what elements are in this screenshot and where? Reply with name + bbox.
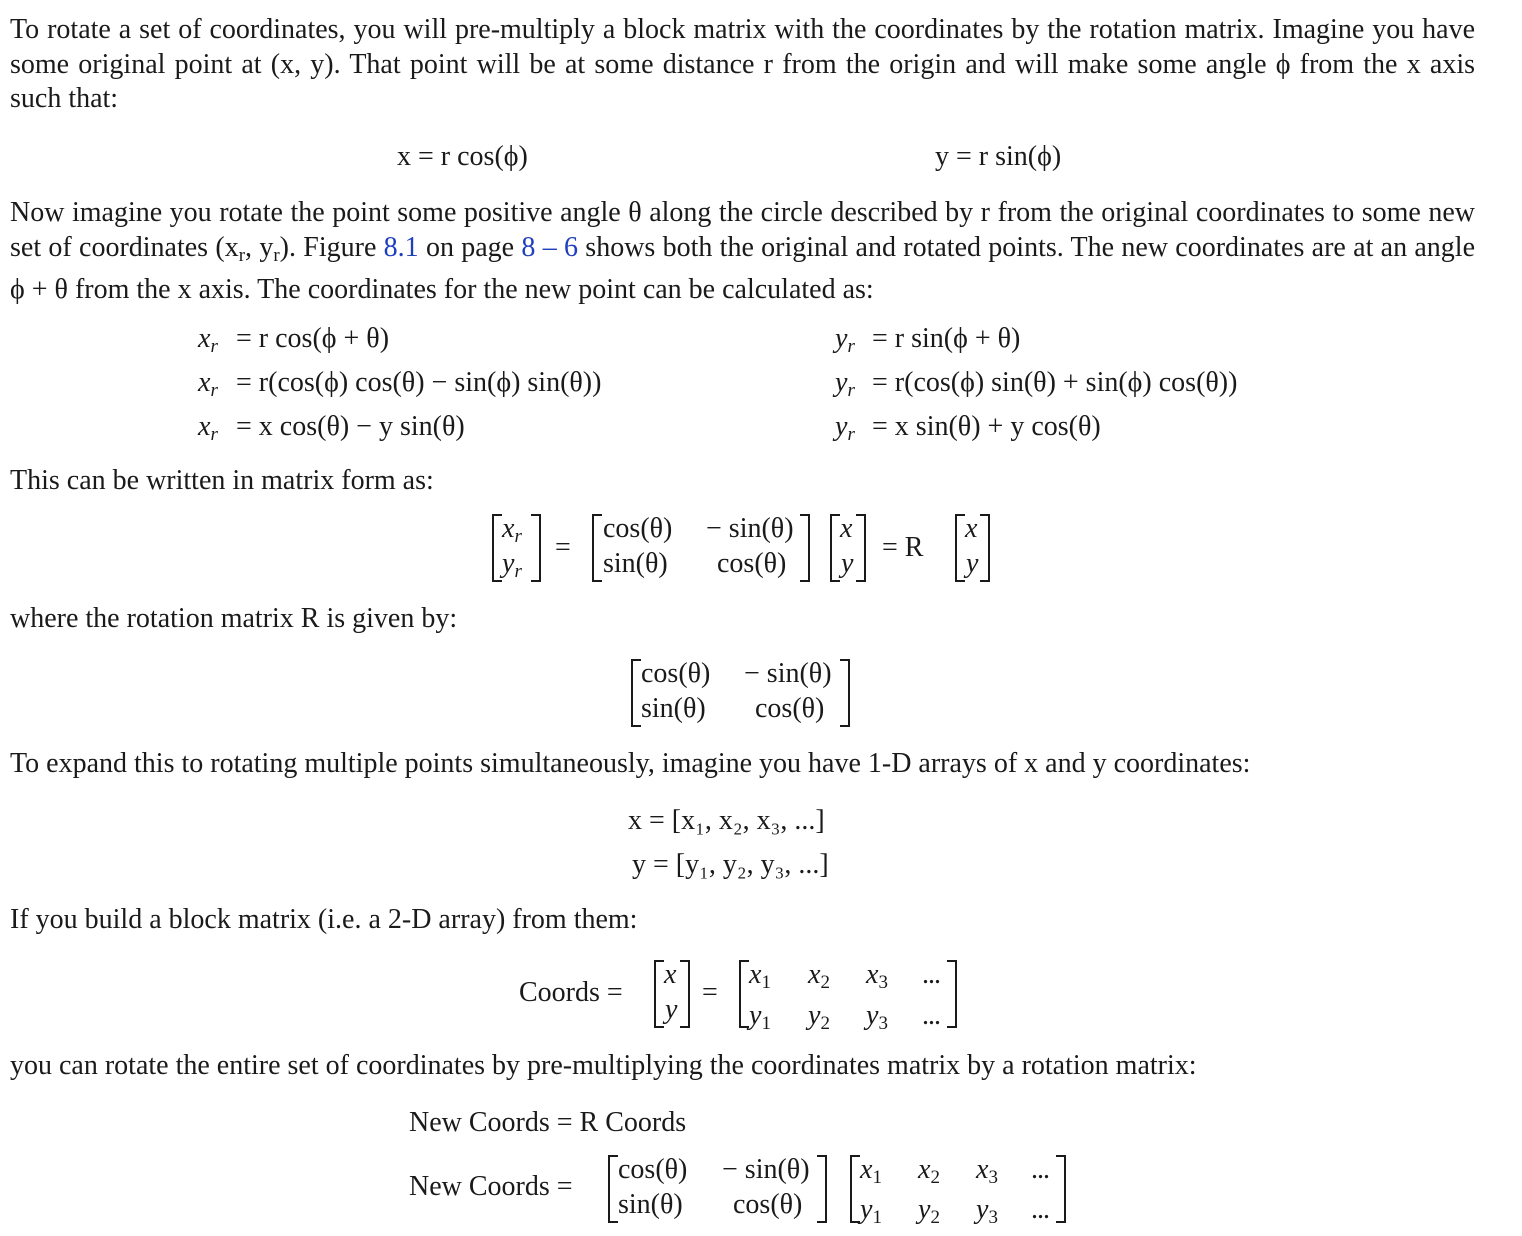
bracket	[592, 514, 602, 582]
vector-yr: $y_r$	[502, 548, 522, 582]
vector-xr: $x_r$	[502, 513, 522, 547]
matrix-dots: ...	[1031, 1154, 1049, 1185]
yr-label-2: $y_r$	[835, 367, 855, 401]
bracket	[856, 514, 866, 582]
bracket	[739, 960, 749, 1028]
matrix-cos-2: cos(θ)	[733, 1189, 803, 1220]
bracket	[492, 514, 502, 582]
equation-x-polar: x = r cos(ϕ)	[397, 141, 528, 172]
figure-link[interactable]: 8.1	[383, 231, 419, 263]
vector-x: x	[965, 513, 978, 544]
bracket	[1056, 1155, 1066, 1223]
bracket	[955, 514, 965, 582]
matrix-y1: $y_1$	[860, 1194, 882, 1228]
xr-label-3: $x_r$	[198, 411, 218, 445]
bracket	[680, 960, 690, 1028]
bracket	[850, 1155, 860, 1223]
vector-y: y	[665, 994, 678, 1025]
vector-x: x	[840, 513, 853, 544]
paragraph-matrix-form: This can be written in matrix form as:	[10, 465, 434, 496]
paragraph-rotate	[10, 196, 1475, 308]
bracket	[800, 514, 810, 582]
matrix-sin: sin(θ)	[603, 548, 668, 579]
paragraph-block-matrix: If you build a block matrix (i.e. a 2-D array) from them:	[10, 904, 638, 935]
matrix-dots: ...	[922, 1000, 940, 1031]
coords-label: Coords =	[519, 977, 623, 1008]
matrix-y2: $y_2$	[918, 1194, 940, 1228]
paragraph-intro: To rotate a set of coordinates, you will pre-multiply a block matrix with the coordinates by the rotation matrix. Imagine you have some original point at (x, y). That point will be at some distance r from the origin and will make some angle ϕ from the x axis such that:	[10, 14, 1475, 114]
bracket	[531, 514, 541, 582]
matrix-x3: $x_3$	[976, 1154, 998, 1188]
matrix-neg-sin: − sin(θ)	[722, 1154, 810, 1185]
bracket	[631, 659, 641, 727]
matrix-neg-sin: − sin(θ)	[744, 658, 832, 689]
bracket	[947, 960, 957, 1028]
equals-sign: =	[555, 532, 571, 563]
p2-text-3: ). Figure	[279, 231, 384, 263]
matrix-y3: $y_3$	[866, 1000, 888, 1034]
equation-x-array: x = [x₁, x₂, x₃, ...]	[628, 805, 825, 836]
equals-R: = R	[882, 532, 924, 563]
paragraph-rotation-matrix: where the rotation matrix R is given by:	[10, 603, 458, 634]
bracket	[817, 1155, 827, 1223]
xr-label-1: $x_r$	[198, 323, 218, 357]
matrix-x3: $x_3$	[866, 959, 888, 993]
matrix-sin: sin(θ)	[618, 1189, 683, 1220]
vector-x: x	[664, 959, 677, 990]
matrix-cos: cos(θ)	[641, 658, 711, 689]
equation-xr-2: = r(cos(ϕ) cos(θ) − sin(ϕ) sin(θ))	[236, 367, 602, 398]
p2-sub-r2: r	[273, 244, 280, 266]
p2-text-5: shows both the original and rotated points. The new coordinates are at an angle ϕ + θ from the x axis. The coordinates for the new point can be calculated as:	[10, 231, 1475, 305]
bracket	[830, 514, 840, 582]
bracket	[654, 960, 664, 1028]
matrix-dots: ...	[922, 959, 940, 990]
matrix-cos-2: cos(θ)	[717, 548, 787, 579]
matrix-dots: ...	[1031, 1194, 1049, 1225]
equals-sign: =	[702, 977, 718, 1008]
matrix-neg-sin: − sin(θ)	[706, 513, 794, 544]
matrix-cos: cos(θ)	[618, 1154, 688, 1185]
p2-text-4: on page	[418, 231, 522, 263]
page-link[interactable]: 8 – 6	[521, 231, 578, 263]
matrix-x1: $x_1$	[749, 959, 771, 993]
equation-new-coords-R: New Coords = R Coords	[409, 1107, 687, 1138]
matrix-y1: $y_1$	[749, 1000, 771, 1034]
equation-yr-3: = x sin(θ) + y cos(θ)	[872, 411, 1101, 442]
paragraph-rotate-entire: you can rotate the entire set of coordinates by pre-multiplying the coordinates matrix by a rotation matrix:	[10, 1050, 1197, 1081]
p2-text-2: , y	[245, 231, 274, 263]
matrix-sin: sin(θ)	[641, 693, 706, 724]
equation-y-array: y = [y₁, y₂, y₃, ...]	[632, 849, 829, 880]
new-coords-label: New Coords =	[409, 1171, 573, 1202]
bracket	[840, 659, 850, 727]
p2-text-1: Now imagine you rotate the point some positive angle θ along the circle described by r from the original coordinates to some new set of coordinates (x	[10, 197, 1475, 263]
matrix-cos-2: cos(θ)	[755, 693, 825, 724]
bracket	[608, 1155, 618, 1223]
equation-yr-1: = r sin(ϕ + θ)	[872, 323, 1021, 354]
yr-label-1: $y_r$	[835, 323, 855, 357]
matrix-x2: $x_2$	[808, 959, 830, 993]
xr-label-2: $x_r$	[198, 367, 218, 401]
equation-xr-1: = r cos(ϕ + θ)	[236, 323, 390, 354]
matrix-x2: $x_2$	[918, 1154, 940, 1188]
vector-y: y	[966, 548, 979, 579]
vector-y: y	[841, 548, 854, 579]
matrix-cos: cos(θ)	[603, 513, 673, 544]
matrix-y2: $y_2$	[808, 1000, 830, 1034]
matrix-y3: $y_3$	[976, 1194, 998, 1228]
yr-label-3: $y_r$	[835, 411, 855, 445]
paragraph-multiple-points: To expand this to rotating multiple points simultaneously, imagine you have 1-D arrays of x and y coordinates:	[10, 748, 1251, 779]
p2-sub-r1: r	[238, 244, 246, 266]
matrix-x1: $x_1$	[860, 1154, 882, 1188]
equation-yr-2: = r(cos(ϕ) sin(θ) + sin(ϕ) cos(θ))	[872, 367, 1238, 398]
equation-xr-3: = x cos(θ) − y sin(θ)	[236, 411, 465, 442]
bracket	[980, 514, 990, 582]
equation-y-polar: y = r sin(ϕ)	[935, 141, 1062, 172]
